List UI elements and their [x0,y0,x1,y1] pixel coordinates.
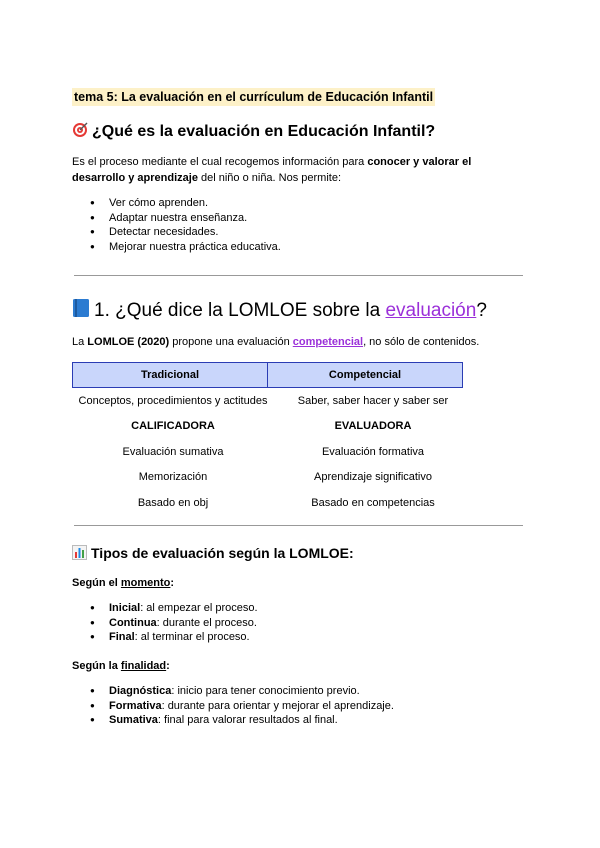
table-cell: Basado en obj [137,497,209,509]
table-cell: Basado en competencias [311,497,435,509]
evaluacion-link[interactable]: evaluación [385,300,477,321]
list-item [72,601,258,616]
term-desc: : al terminar el proceso. [134,631,250,644]
table-cell: EVALUADORA [334,420,412,432]
list-item [72,616,258,631]
section3-heading [72,543,354,565]
para-text: La [72,336,88,348]
para-text-end: , no sólo de contenidos. [363,336,480,348]
table-row [72,395,472,407]
table-cell: Aprendizaje significativo [313,471,432,483]
table-row [72,446,472,458]
list-item [72,630,258,645]
table-cell: CALIFICADORA [131,420,215,432]
term: Continua [109,616,157,629]
list-item: ● Detectar necesidades. [72,225,281,240]
table-cell: Evaluación formativa [321,446,425,458]
list-item [72,699,394,714]
table-row [72,497,472,509]
section3-title: Tipos de evaluación según la LOMLOE: [91,545,354,561]
term: Diagnóstica [109,685,172,697]
table-row [72,471,472,483]
section2-paragraph [72,334,479,350]
table-cell: Memorización [138,471,208,483]
divider [74,275,523,276]
bar-chart-icon [72,545,87,565]
term: Sumativa [109,714,158,727]
list-item [72,713,394,728]
comparison-table-header [72,362,463,388]
finalidad-subheading [72,658,170,674]
competencial-link[interactable]: competencial [292,336,364,348]
finalidad-list [72,684,394,728]
list-item: ● Mejorar nuestra práctica educativa. [72,240,281,255]
section1-list [72,196,281,254]
table-header-cell: Competencial [268,362,463,388]
subheading-underline: finalidad [120,660,167,672]
para-text-mid: propone una evaluación [169,336,293,348]
list-item: ● Ver cómo aprenden. [72,196,281,211]
table-cell: Evaluación sumativa [122,446,224,458]
momento-list [72,601,258,645]
intro-text: Es el proceso mediante el cual recogemos información para [72,156,368,168]
subheading-underline: momento [120,577,171,589]
term-desc: : inicio para tener conocimiento previo. [171,685,360,697]
table-cell: Conceptos, procedimientos y actitudes [78,395,268,407]
term: Formativa [109,699,162,712]
term-desc: : al empezar el proceso. [140,602,258,614]
topic-title: tema 5: La evaluación en el currículum de Educación Infantil [74,90,434,104]
list-item [72,684,394,699]
term-desc: : durante el proceso. [156,616,257,629]
intro-text-end: del niño o niña. Nos permite: [197,172,342,184]
momento-subheading [72,575,174,591]
term: Inicial [109,602,141,614]
table-row [72,420,472,432]
section2-heading [72,298,487,326]
section1-heading [72,121,435,145]
table-header-cell: Tradicional [72,362,268,388]
divider [74,525,523,526]
para-bold: LOMLOE (2020) [87,336,170,348]
list-item: ● Adaptar nuestra enseñanza. [72,211,281,226]
subheading-colon: : [166,660,170,672]
subheading-text: Según el [72,577,121,589]
intro-bold: conocer y valorar el desarrollo y aprendizaje [72,156,472,184]
term-desc: : durante para orientar y mejorar el aprendizaje. [161,699,394,712]
term-desc: : final para valorar resultados al final. [157,714,338,727]
target-icon [72,122,88,145]
section2-title-end: ? [476,300,487,321]
section1-intro [72,154,512,186]
section1-title: ¿Qué es la evaluación en Educación Infantil? [92,123,436,140]
subheading-colon: : [170,577,175,589]
term: Final [109,631,135,644]
blue-book-icon [72,298,90,326]
subheading-text: Según la [72,660,121,672]
table-cell: Saber, saber hacer y saber ser [297,395,449,407]
section2-title: 1. ¿Qué dice la LOMLOE sobre la [94,300,386,321]
